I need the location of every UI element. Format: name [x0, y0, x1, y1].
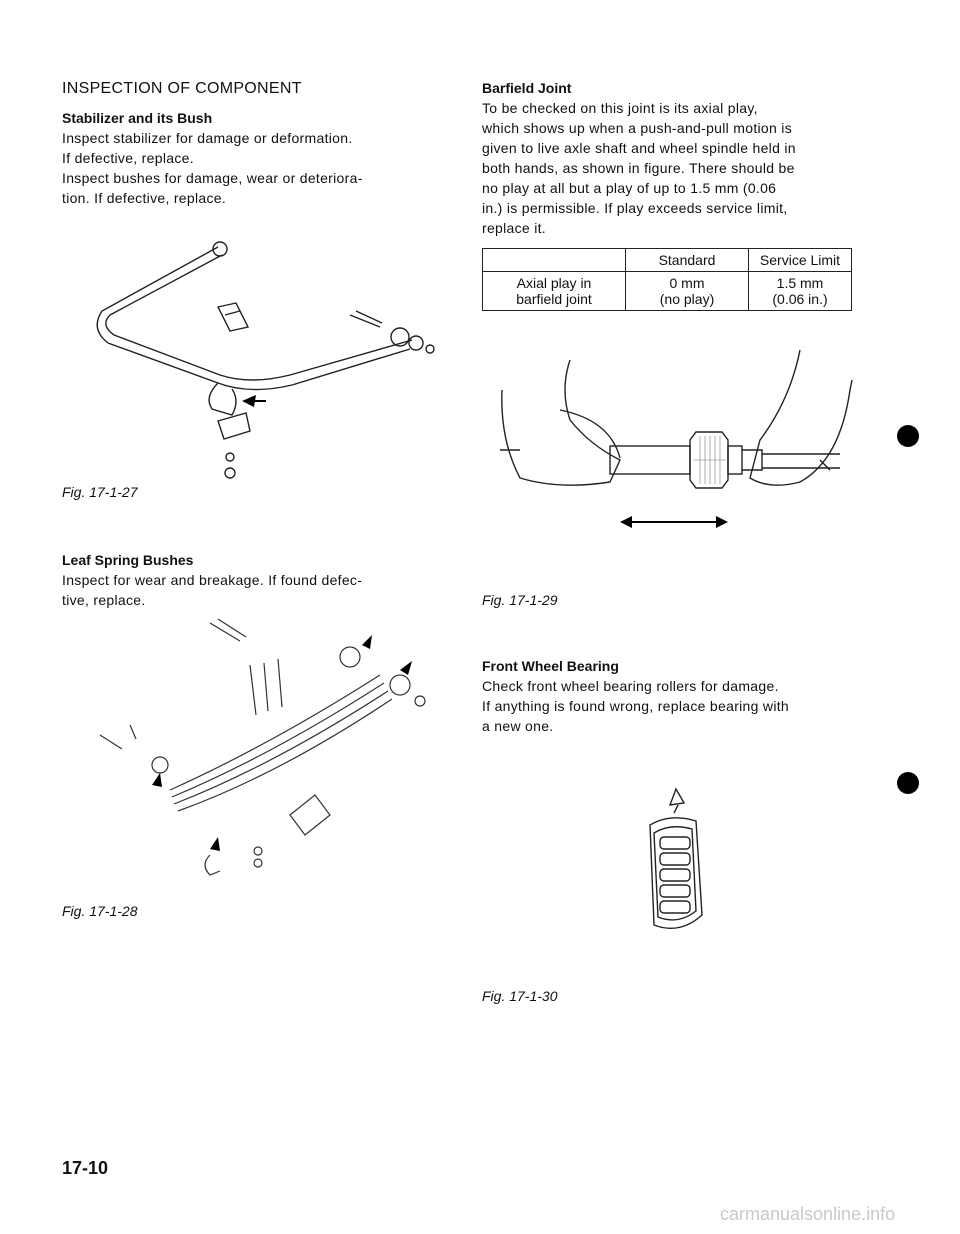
table-row	[483, 272, 852, 311]
table-cell-line: 1.5 mm	[776, 275, 824, 291]
text-line: no play at all but a play of up to 1.5 mm (0.06	[482, 180, 777, 196]
table-cell	[749, 272, 852, 311]
text-line: Inspect bushes for damage, wear or deteriora-	[62, 170, 363, 186]
leaf-spring-heading: Leaf Spring Bushes	[62, 552, 194, 568]
binder-hole-icon	[897, 425, 919, 447]
barfield-joint-figure	[500, 350, 860, 535]
text-line: If defective, replace.	[62, 150, 194, 166]
table-header-cell: Service Limit	[749, 249, 852, 272]
text-line: replace it.	[482, 220, 546, 236]
text-line: Check front wheel bearing rollers for damage.	[482, 678, 779, 694]
leaf-spring-figure	[100, 615, 440, 900]
stabilizer-figure	[100, 225, 440, 485]
table-cell-line: barfield joint	[516, 291, 592, 307]
front-wheel-bearing-heading: Front Wheel Bearing	[482, 658, 619, 674]
text-line: which shows up when a push-and-pull motion is	[482, 120, 792, 136]
table-header-row	[483, 249, 852, 272]
text-line: a new one.	[482, 718, 554, 734]
text-line: given to live axle shaft and wheel spindle held in	[482, 140, 796, 156]
table-cell-line: Axial play in	[516, 275, 592, 291]
fig-caption-30: Fig. 17-1-30	[482, 988, 558, 1004]
text-line: Inspect for wear and breakage. If found defec-	[62, 572, 363, 588]
table-header-cell	[483, 249, 626, 272]
text-line: in.) is permissible. If play exceeds service limit,	[482, 200, 788, 216]
fig-caption-29: Fig. 17-1-29	[482, 592, 558, 608]
text-line: both hands, as shown in figure. There should be	[482, 160, 795, 176]
section-title: INSPECTION OF COMPONENT	[62, 80, 302, 97]
front-wheel-bearing-text	[482, 676, 882, 736]
axial-play-spec-table	[482, 248, 852, 311]
text-line: If anything is found wrong, replace bearing with	[482, 698, 790, 714]
table-cell	[626, 272, 749, 311]
barfield-text	[482, 98, 882, 238]
text-line: Inspect stabilizer for damage or deformation.	[62, 130, 353, 146]
text-line: To be checked on this joint is its axial play,	[482, 100, 758, 116]
table-cell-line: 0 mm	[669, 275, 705, 291]
wheel-bearing-figure	[640, 785, 710, 945]
table-cell-line: (0.06 in.)	[772, 291, 828, 307]
barfield-heading: Barfield Joint	[482, 80, 572, 96]
text-line: tion. If defective, replace.	[62, 190, 227, 206]
stabilizer-text	[62, 128, 442, 208]
binder-hole-icon	[897, 772, 919, 794]
table-cell-line: (no play)	[659, 291, 715, 307]
footer-watermark[interactable]: carmanualsonline.info	[720, 1204, 896, 1224]
fig-caption-28: Fig. 17-1-28	[62, 903, 138, 919]
leaf-spring-text	[62, 570, 442, 610]
table-cell	[483, 272, 626, 311]
page-number: 17-10	[62, 1158, 109, 1178]
fig-caption-27: Fig. 17-1-27	[62, 484, 138, 500]
stabilizer-heading: Stabilizer and its Bush	[62, 110, 213, 126]
text-line: tive, replace.	[62, 592, 146, 608]
table-header-cell: Standard	[626, 249, 749, 272]
